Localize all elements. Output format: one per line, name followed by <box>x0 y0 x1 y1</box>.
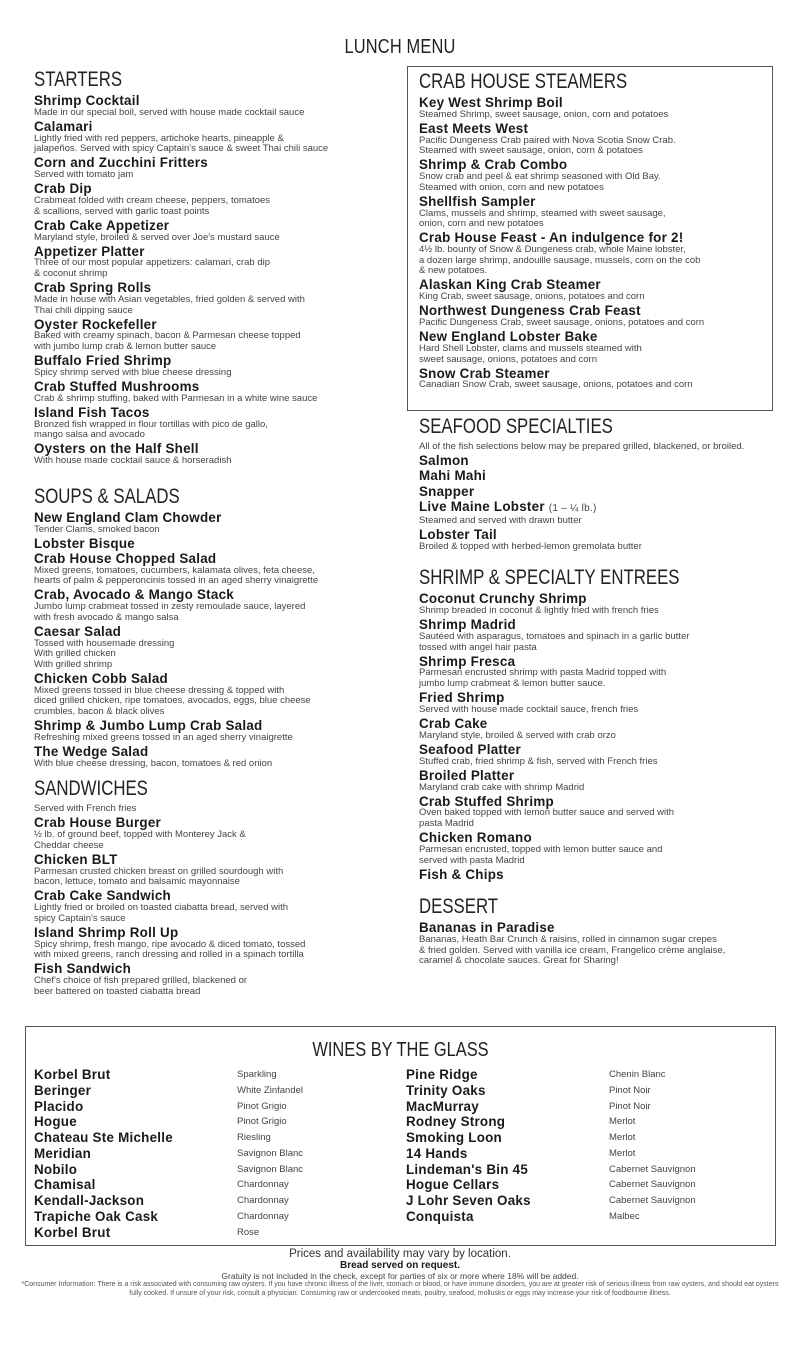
wine-row <box>406 1130 636 1146</box>
section-note: All of the fish selections below may be prepared grilled, blackened, or broiled. <box>419 441 745 453</box>
item-name-text: The Wedge Salad <box>34 743 149 759</box>
menu-item <box>419 868 774 882</box>
item-name <box>419 691 774 705</box>
item-name <box>419 921 774 935</box>
menu-item <box>34 182 404 217</box>
item-name-text: Crab House Burger <box>34 815 162 831</box>
item-name-text: Crab, Avocado & Mango Stack <box>34 587 234 603</box>
item-name-text: New England Lobster Bake <box>419 329 598 345</box>
item-description: Refreshing mixed greens tossed in an aged sherry vinaigrette <box>34 731 293 743</box>
item-description: Made in house with Asian vegetables, fried golden & served with Thai chili dipping sauce <box>34 293 305 316</box>
section-dessert <box>419 895 774 967</box>
item-name-text: Crab Cake Sandwich <box>34 888 171 904</box>
item-description: Maryland style, broiled & served over Joe's mustard sauce <box>34 231 280 243</box>
menu-item <box>419 330 774 365</box>
section-seafood-specialties <box>419 415 774 552</box>
item-description: Parmesan crusted chicken breast on grilled sourdough with bacon, lettuce, tomato and balsamic mayonnaise <box>34 865 284 888</box>
wine-name: Placido <box>34 1098 84 1114</box>
menu-item <box>34 962 404 997</box>
bread-note: Bread served on request. <box>339 1260 461 1271</box>
menu-item <box>419 831 774 866</box>
wine-row <box>406 1098 651 1115</box>
wine-row <box>34 1145 304 1162</box>
menu-item <box>419 921 774 967</box>
item-description: Pacific Dungeness Crab paired with Nova Scotia Snow Crab. Steamed with sweet sausage, onion, corn & potatoes <box>419 134 676 157</box>
item-name <box>34 588 404 602</box>
item-name-text: Mahi Mahi <box>419 468 486 484</box>
item-name <box>419 655 774 669</box>
item-description: Steamed Shrimp, sweet sausage, onion, corn and potatoes <box>419 108 669 120</box>
item-name <box>34 442 404 456</box>
item-description: Chef's choice of fish prepared grilled, blackened or beer battered on toasted ciabatta bread <box>34 975 248 997</box>
section-note: Served with French fries <box>34 803 137 815</box>
item-name-text: Snapper <box>419 483 475 499</box>
item-name <box>419 122 774 136</box>
item-name-text: Key West Shrimp Boil <box>419 95 563 110</box>
menu-item <box>419 195 774 230</box>
item-name <box>419 278 774 292</box>
wine-name: Rodney Strong <box>406 1114 506 1130</box>
menu-item <box>419 769 774 793</box>
consumer-information: *Consumer Information: There is a risk associated with consuming raw oysters. If you have chronic illness of the liver, stomach or blood, or have immune disorders, you are at greater risk of serious illness from raw oysters, and should eat oysters fully cooked. If unsure of your risk, consult a physician. Consuming raw or undercooked meats, poultry, seafood, mollusks or eggs may increase your risk of foodbourne illness. <box>21 1281 779 1297</box>
item-description: Oven baked topped with lemon butter sauce and served with pasta Madrid <box>419 807 675 830</box>
menu-item <box>419 592 774 616</box>
item-name-text: Chicken BLT <box>34 851 118 867</box>
wines-left-list <box>34 1067 304 1240</box>
menu-item <box>34 588 404 623</box>
item-name-text: Broiled Platter <box>419 767 515 783</box>
menu-item <box>34 380 404 404</box>
wine-varietal: Savignon Blanc <box>237 1163 304 1175</box>
item-description: Jumbo lump crabmeat tossed in zesty remoulade sauce, layered with fresh avocado & mango salsa <box>34 601 306 623</box>
item-description: With house made cocktail sauce & horseradish <box>34 455 232 467</box>
prices-note: Prices and availability may vary by location. <box>289 1248 511 1260</box>
item-name <box>34 354 404 368</box>
menu-item <box>34 245 404 280</box>
wine-varietal: Cabernet Sauvignon <box>609 1179 696 1191</box>
item-description: 4½ lb. bounty of Snow & Dungeness crab, whole Maine lobster, a dozen large shrimp, andouille sausage, mussels, corn on the cob & new potatoes. <box>419 244 701 277</box>
wine-row <box>34 1130 271 1146</box>
wine-varietal: Malbec <box>609 1210 640 1222</box>
item-description: Sautéed with asparagus, tomatoes and spinach in a garlic butter tossed with angel hair pasta <box>419 630 690 653</box>
wine-row <box>406 1208 640 1225</box>
wine-row <box>34 1082 304 1099</box>
wine-row <box>406 1177 696 1193</box>
item-name <box>419 195 774 209</box>
menu-item <box>34 120 404 155</box>
menu-item <box>419 469 774 483</box>
menu-item <box>419 691 774 715</box>
wine-varietal: Merlot <box>609 1147 636 1159</box>
item-name-text: Corn and Zucchini Fritters <box>34 155 208 171</box>
item-name-text: Live Maine Lobster <box>419 498 545 514</box>
item-name <box>34 745 404 759</box>
wine-name: Smoking Loon <box>406 1130 502 1145</box>
item-description: Maryland crab cake with shrimp Madrid <box>419 781 585 793</box>
section-heading: SANDWICHES <box>34 777 148 801</box>
section-heading: CRAB HOUSE STEAMERS <box>419 70 628 93</box>
item-size: (1 – ¼ lb.) <box>548 502 597 514</box>
item-name <box>34 380 404 394</box>
item-name-text: Snow Crab Steamer <box>419 365 550 381</box>
item-name <box>419 367 774 381</box>
item-name <box>34 537 404 551</box>
menu-item <box>34 926 404 961</box>
wine-row <box>406 1082 651 1099</box>
wine-varietal: Chardonnay <box>237 1179 289 1191</box>
wine-varietal: Chenin Blanc <box>609 1069 666 1080</box>
footer <box>0 1248 800 1298</box>
menu-item <box>34 354 404 378</box>
item-description: Maryland style, broiled & served with crab orzo <box>419 729 616 741</box>
wine-name: Beringer <box>34 1082 92 1098</box>
item-description: Spicy shrimp served with blue cheese dressing <box>34 366 232 378</box>
menu-item <box>419 500 774 526</box>
item-description: Made in our special boil, served with house made cocktail sauce <box>34 106 305 118</box>
item-description: Mixed greens tossed in blue cheese dressing & topped with diced grilled chicken, ripe tomatoes, avocados, eggs, blue cheese crumbles, bacon & black olives <box>34 684 311 717</box>
item-name <box>419 769 774 783</box>
item-name <box>34 672 404 686</box>
item-name-text: Shrimp Cocktail <box>34 93 140 108</box>
item-name-text: Oysters on the Half Shell <box>34 441 199 457</box>
wine-name: Chateau Ste Michelle <box>34 1130 173 1145</box>
item-name-text: Caesar Salad <box>34 623 122 639</box>
section-heading: DESSERT <box>419 895 499 919</box>
item-name-text: Crab Dip <box>34 181 92 197</box>
menu-item <box>34 537 404 551</box>
item-description: Hard Shell Lobster, clams and mussels steamed with sweet sausage, onions, potatoes and corn <box>419 343 642 365</box>
menu-title: LUNCH MENU <box>344 36 456 58</box>
wine-row <box>406 1161 696 1178</box>
item-name <box>34 816 404 830</box>
wine-row <box>34 1224 260 1241</box>
item-name <box>419 96 774 110</box>
wine-name: Trinity Oaks <box>406 1082 486 1098</box>
section-heading: SOUPS & SALADS <box>34 484 180 508</box>
item-name <box>419 831 774 845</box>
wine-row <box>406 1145 636 1162</box>
item-description: Served with tomato jam <box>34 169 134 181</box>
wine-name: Kendall-Jackson <box>34 1193 145 1208</box>
item-name <box>419 717 774 731</box>
item-name <box>34 625 404 639</box>
item-name-text: Fish & Chips <box>419 866 504 882</box>
wine-varietal: Chardonnay <box>237 1210 289 1222</box>
wine-name: Trapiche Oak Cask <box>34 1208 159 1224</box>
item-description: Shrimp breaded in coconut & lightly fried with french fries <box>419 605 659 617</box>
item-name <box>34 853 404 867</box>
wine-name: 14 Hands <box>406 1145 468 1161</box>
wine-varietal: White Zinfandel <box>237 1084 304 1096</box>
item-name-text: Fish Sandwich <box>34 961 131 977</box>
item-name <box>419 304 774 318</box>
wine-row <box>406 1114 636 1130</box>
menu-item <box>34 442 404 466</box>
item-name <box>419 231 774 245</box>
item-description: Lightly fried with red peppers, artichoke hearts, pineapple & jalapeños. Served with spicy Captain's sauce & sweet Thai chili sauce <box>34 132 329 155</box>
menu-item <box>34 719 404 743</box>
wine-row <box>34 1067 277 1083</box>
wine-name: Conquista <box>406 1208 474 1224</box>
menu-item <box>419 618 774 653</box>
item-name-text: Oyster Rockefeller <box>34 316 157 332</box>
menu-item <box>34 625 404 671</box>
item-name <box>34 962 404 976</box>
menu-item <box>34 406 404 441</box>
item-name-text: Shrimp Fresca <box>419 653 516 669</box>
wine-row <box>406 1067 666 1083</box>
wine-name: J Lohr Seven Oaks <box>406 1193 531 1208</box>
item-name <box>419 485 774 499</box>
menu-item <box>419 158 774 193</box>
item-name <box>34 219 404 233</box>
menu-item <box>419 231 774 277</box>
menu-item <box>419 743 774 767</box>
menu-item <box>34 219 404 243</box>
item-name <box>34 552 404 566</box>
wine-row <box>34 1177 289 1193</box>
item-name-text: Crab Spring Rolls <box>34 280 152 296</box>
wine-name: MacMurray <box>406 1098 479 1114</box>
wine-varietal: Merlot <box>609 1116 636 1128</box>
item-name <box>34 318 404 332</box>
wine-name: Lindeman's Bin 45 <box>406 1161 529 1177</box>
item-name <box>34 182 404 196</box>
item-name <box>34 719 404 733</box>
menu-item <box>34 318 404 353</box>
wine-varietal: Pinot Grigio <box>237 1116 287 1128</box>
item-description: Baked with creamy spinach, bacon & Parmesan cheese topped with jumbo lump crab & lemon butter sauce <box>34 330 301 352</box>
item-name <box>34 156 404 170</box>
wines-heading: WINES BY THE GLASS <box>312 1039 489 1061</box>
item-name-text: Crab House Chopped Salad <box>34 550 217 566</box>
item-name-text: Northwest Dungeness Crab Feast <box>419 303 641 319</box>
wines-box <box>25 1026 776 1246</box>
item-description: With blue cheese dressing, bacon, tomatoes & red onion <box>34 757 273 769</box>
menu-item <box>419 528 774 552</box>
item-description: Spicy shrimp, fresh mango, ripe avocado & diced tomato, tossed with mixed greens, ranch dressing and rolled in a spinach tortilla <box>34 938 306 961</box>
item-description: Lightly fried or broiled on toasted ciabatta bread, served with spicy Captain's sauce <box>34 902 289 924</box>
item-name <box>34 889 404 903</box>
item-name-text: Buffalo Fried Shrimp <box>34 353 172 369</box>
section-shrimp-specialty-entrees <box>419 566 774 881</box>
wine-row <box>406 1193 696 1209</box>
section-heading: STARTERS <box>34 68 123 91</box>
wine-name: Meridian <box>34 1145 92 1161</box>
item-name-text: Seafood Platter <box>419 741 521 757</box>
menu-item <box>34 853 404 888</box>
menu-item <box>34 94 404 118</box>
item-name <box>419 330 774 344</box>
menu-item <box>419 304 774 328</box>
item-name <box>34 281 404 295</box>
item-name-text: Appetizer Platter <box>34 243 145 259</box>
item-description: Bronzed fish wrapped in flour tortillas with pico de gallo, mango salsa and avocado <box>34 418 268 441</box>
wine-varietal: Pinot Noir <box>609 1100 651 1112</box>
gratuity-note: Gratuity is not included in the check, except for parties of six or more where 18% will be added. <box>221 1271 579 1281</box>
wine-row <box>34 1208 289 1225</box>
menu-item <box>419 96 774 120</box>
item-description: Served with house made cocktail sauce, french fries <box>419 703 639 715</box>
item-description: Steamed and served with drawn butter <box>419 514 582 526</box>
menu-item <box>34 889 404 924</box>
wine-row <box>34 1161 304 1178</box>
item-name-text: Chicken Cobb Salad <box>34 670 168 686</box>
item-name <box>419 158 774 172</box>
item-name-text: Bananas in Paradise <box>419 920 555 936</box>
item-description: Canadian Snow Crab, sweet sausage, onions, potatoes and corn <box>419 379 693 391</box>
wine-row <box>34 1114 287 1130</box>
item-description: Three of our most popular appetizers: calamari, crab dip & coconut shrimp <box>34 257 271 280</box>
item-description: Snow crab and peel & eat shrimp seasoned with Old Bay. Steamed with onion, corn and new potatoes <box>419 171 661 193</box>
item-name-text: Shellfish Sampler <box>419 193 536 209</box>
item-name <box>419 500 774 516</box>
wine-row <box>34 1193 289 1209</box>
wine-varietal: Cabernet Sauvignon <box>609 1163 696 1175</box>
item-name-text: Chicken Romano <box>419 830 532 846</box>
item-name <box>419 469 774 483</box>
item-name <box>419 454 774 468</box>
item-name <box>34 120 404 134</box>
wine-varietal: Rose <box>237 1226 260 1238</box>
wines-right-list <box>406 1067 696 1225</box>
item-name-text: Crab Cake <box>419 716 488 731</box>
item-description: Crabmeat folded with cream cheese, peppers, tomatoes & scallions, served with garlic toast points <box>34 195 271 217</box>
item-name-text: Lobster Bisque <box>34 535 135 551</box>
wine-varietal: Savignon Blanc <box>237 1147 304 1159</box>
item-description: Crab & shrimp stuffing, baked with Parmesan in a white wine sauce <box>34 392 318 404</box>
item-name-text: Fried Shrimp <box>419 690 505 706</box>
wine-row <box>34 1098 287 1115</box>
item-name <box>419 868 774 882</box>
item-name <box>419 592 774 606</box>
item-name-text: Calamari <box>34 118 93 134</box>
menu-item <box>419 454 774 468</box>
section-starters <box>34 68 404 467</box>
item-name <box>419 795 774 809</box>
menu-item <box>419 655 774 690</box>
item-name <box>419 743 774 757</box>
item-description: ½ lb. of ground beef, topped with Monterey Jack & Cheddar cheese <box>34 829 246 851</box>
menu-item <box>34 511 404 535</box>
item-name-text: Island Shrimp Roll Up <box>34 924 179 940</box>
item-description: Broiled & topped with herbed-lemon gremolata butter <box>419 540 642 552</box>
wine-varietal: Riesling <box>237 1132 271 1143</box>
wine-name: Hogue Cellars <box>406 1177 500 1193</box>
item-name-text: Alaskan King Crab Steamer <box>419 277 601 293</box>
item-name-text: Coconut Crunchy Shrimp <box>419 591 587 607</box>
item-name-text: Salmon <box>419 453 469 469</box>
wine-varietal: Merlot <box>609 1132 636 1143</box>
item-name-text: New England Clam Chowder <box>34 509 222 525</box>
menu-item <box>419 485 774 499</box>
menu-item <box>419 122 774 157</box>
item-name-text: Crab House Feast - An indulgence for 2! <box>419 230 684 246</box>
wine-varietal: Chardonnay <box>237 1195 289 1206</box>
menu-item <box>419 717 774 741</box>
wine-name: Chamisal <box>34 1177 96 1193</box>
item-description: King Crab, sweet sausage, onions, potatoes and corn <box>419 291 645 303</box>
right-column <box>419 70 774 969</box>
menu-item <box>419 278 774 302</box>
item-name-text: Crab Stuffed Shrimp <box>419 793 554 809</box>
item-description: Parmesan encrusted shrimp with pasta Madrid topped with jumbo lump crabmeat & lemon butter sauce. <box>419 667 667 690</box>
item-name-text: Island Fish Tacos <box>34 404 150 420</box>
section-crab-house-steamers <box>419 70 774 391</box>
menu-item <box>34 156 404 180</box>
wine-name: Korbel Brut <box>34 1224 111 1240</box>
menu-item <box>34 745 404 769</box>
item-description: Pacific Dungeness Crab, sweet sausage, onions, potatoes and corn <box>419 317 705 329</box>
left-column <box>34 68 404 999</box>
wine-varietal: Pinot Noir <box>609 1084 651 1096</box>
item-description: Tossed with housemade dressing With grilled chicken With grilled shrimp <box>34 637 175 670</box>
section-sandwiches <box>34 777 404 997</box>
item-name <box>419 618 774 632</box>
item-description: Parmesan encrusted, topped with lemon butter sauce and served with pasta Madrid <box>419 843 663 866</box>
item-name-text: Crab Stuffed Mushrooms <box>34 378 200 394</box>
item-name-text: Shrimp Madrid <box>419 617 516 633</box>
item-name <box>419 528 774 542</box>
item-name-text: Crab Cake Appetizer <box>34 217 170 233</box>
item-name <box>34 245 404 259</box>
section-heading: SEAFOOD SPECIALTIES <box>419 415 613 439</box>
item-name <box>34 926 404 940</box>
wine-name: Nobilo <box>34 1161 78 1177</box>
section-soups-salads <box>34 485 404 770</box>
item-name <box>34 94 404 108</box>
item-description: Stuffed crab, fried shrimp & fish, served with French fries <box>419 755 658 767</box>
menu-item <box>34 552 404 587</box>
menu-item <box>419 795 774 830</box>
item-name <box>34 511 404 525</box>
menu-item <box>34 816 404 851</box>
item-name-text: Shrimp & Jumbo Lump Crab Salad <box>34 718 263 734</box>
item-description: Mixed greens, tomatoes, cucumbers, kalamata olives, feta cheese, hearts of palm & pepperoncinis tossed in an aged sherry vinaigrette <box>34 564 319 587</box>
menu-item <box>419 367 774 391</box>
menu-item <box>34 281 404 316</box>
wine-varietal: Pinot Grigio <box>237 1100 287 1112</box>
item-name-text: Shrimp & Crab Combo <box>419 157 568 173</box>
wine-name: Pine Ridge <box>406 1067 478 1082</box>
wine-varietal: Sparkling <box>237 1069 277 1080</box>
wine-name: Korbel Brut <box>34 1067 111 1082</box>
item-name <box>34 406 404 420</box>
menu-item <box>34 672 404 718</box>
wine-varietal: Cabernet Sauvignon <box>609 1195 696 1206</box>
wine-name: Hogue <box>34 1114 77 1130</box>
item-name-text: Lobster Tail <box>419 526 497 542</box>
item-description: Clams, mussels and shrimp, steamed with sweet sausage, onion, corn and new potatoes <box>419 207 666 230</box>
item-description: Tender Clams, smoked bacon <box>34 523 160 535</box>
item-name-text: East Meets West <box>419 120 529 136</box>
item-description: Bananas, Heath Bar Crunch & raisins, rolled in cinnamon sugar crepes & fried golden. Served with vanilla ice cream, Frangelico crème anglaise, caramel & chocolate sauces. Great for Sharing! <box>419 934 726 967</box>
section-heading: SHRIMP & SPECIALTY ENTREES <box>419 566 680 590</box>
